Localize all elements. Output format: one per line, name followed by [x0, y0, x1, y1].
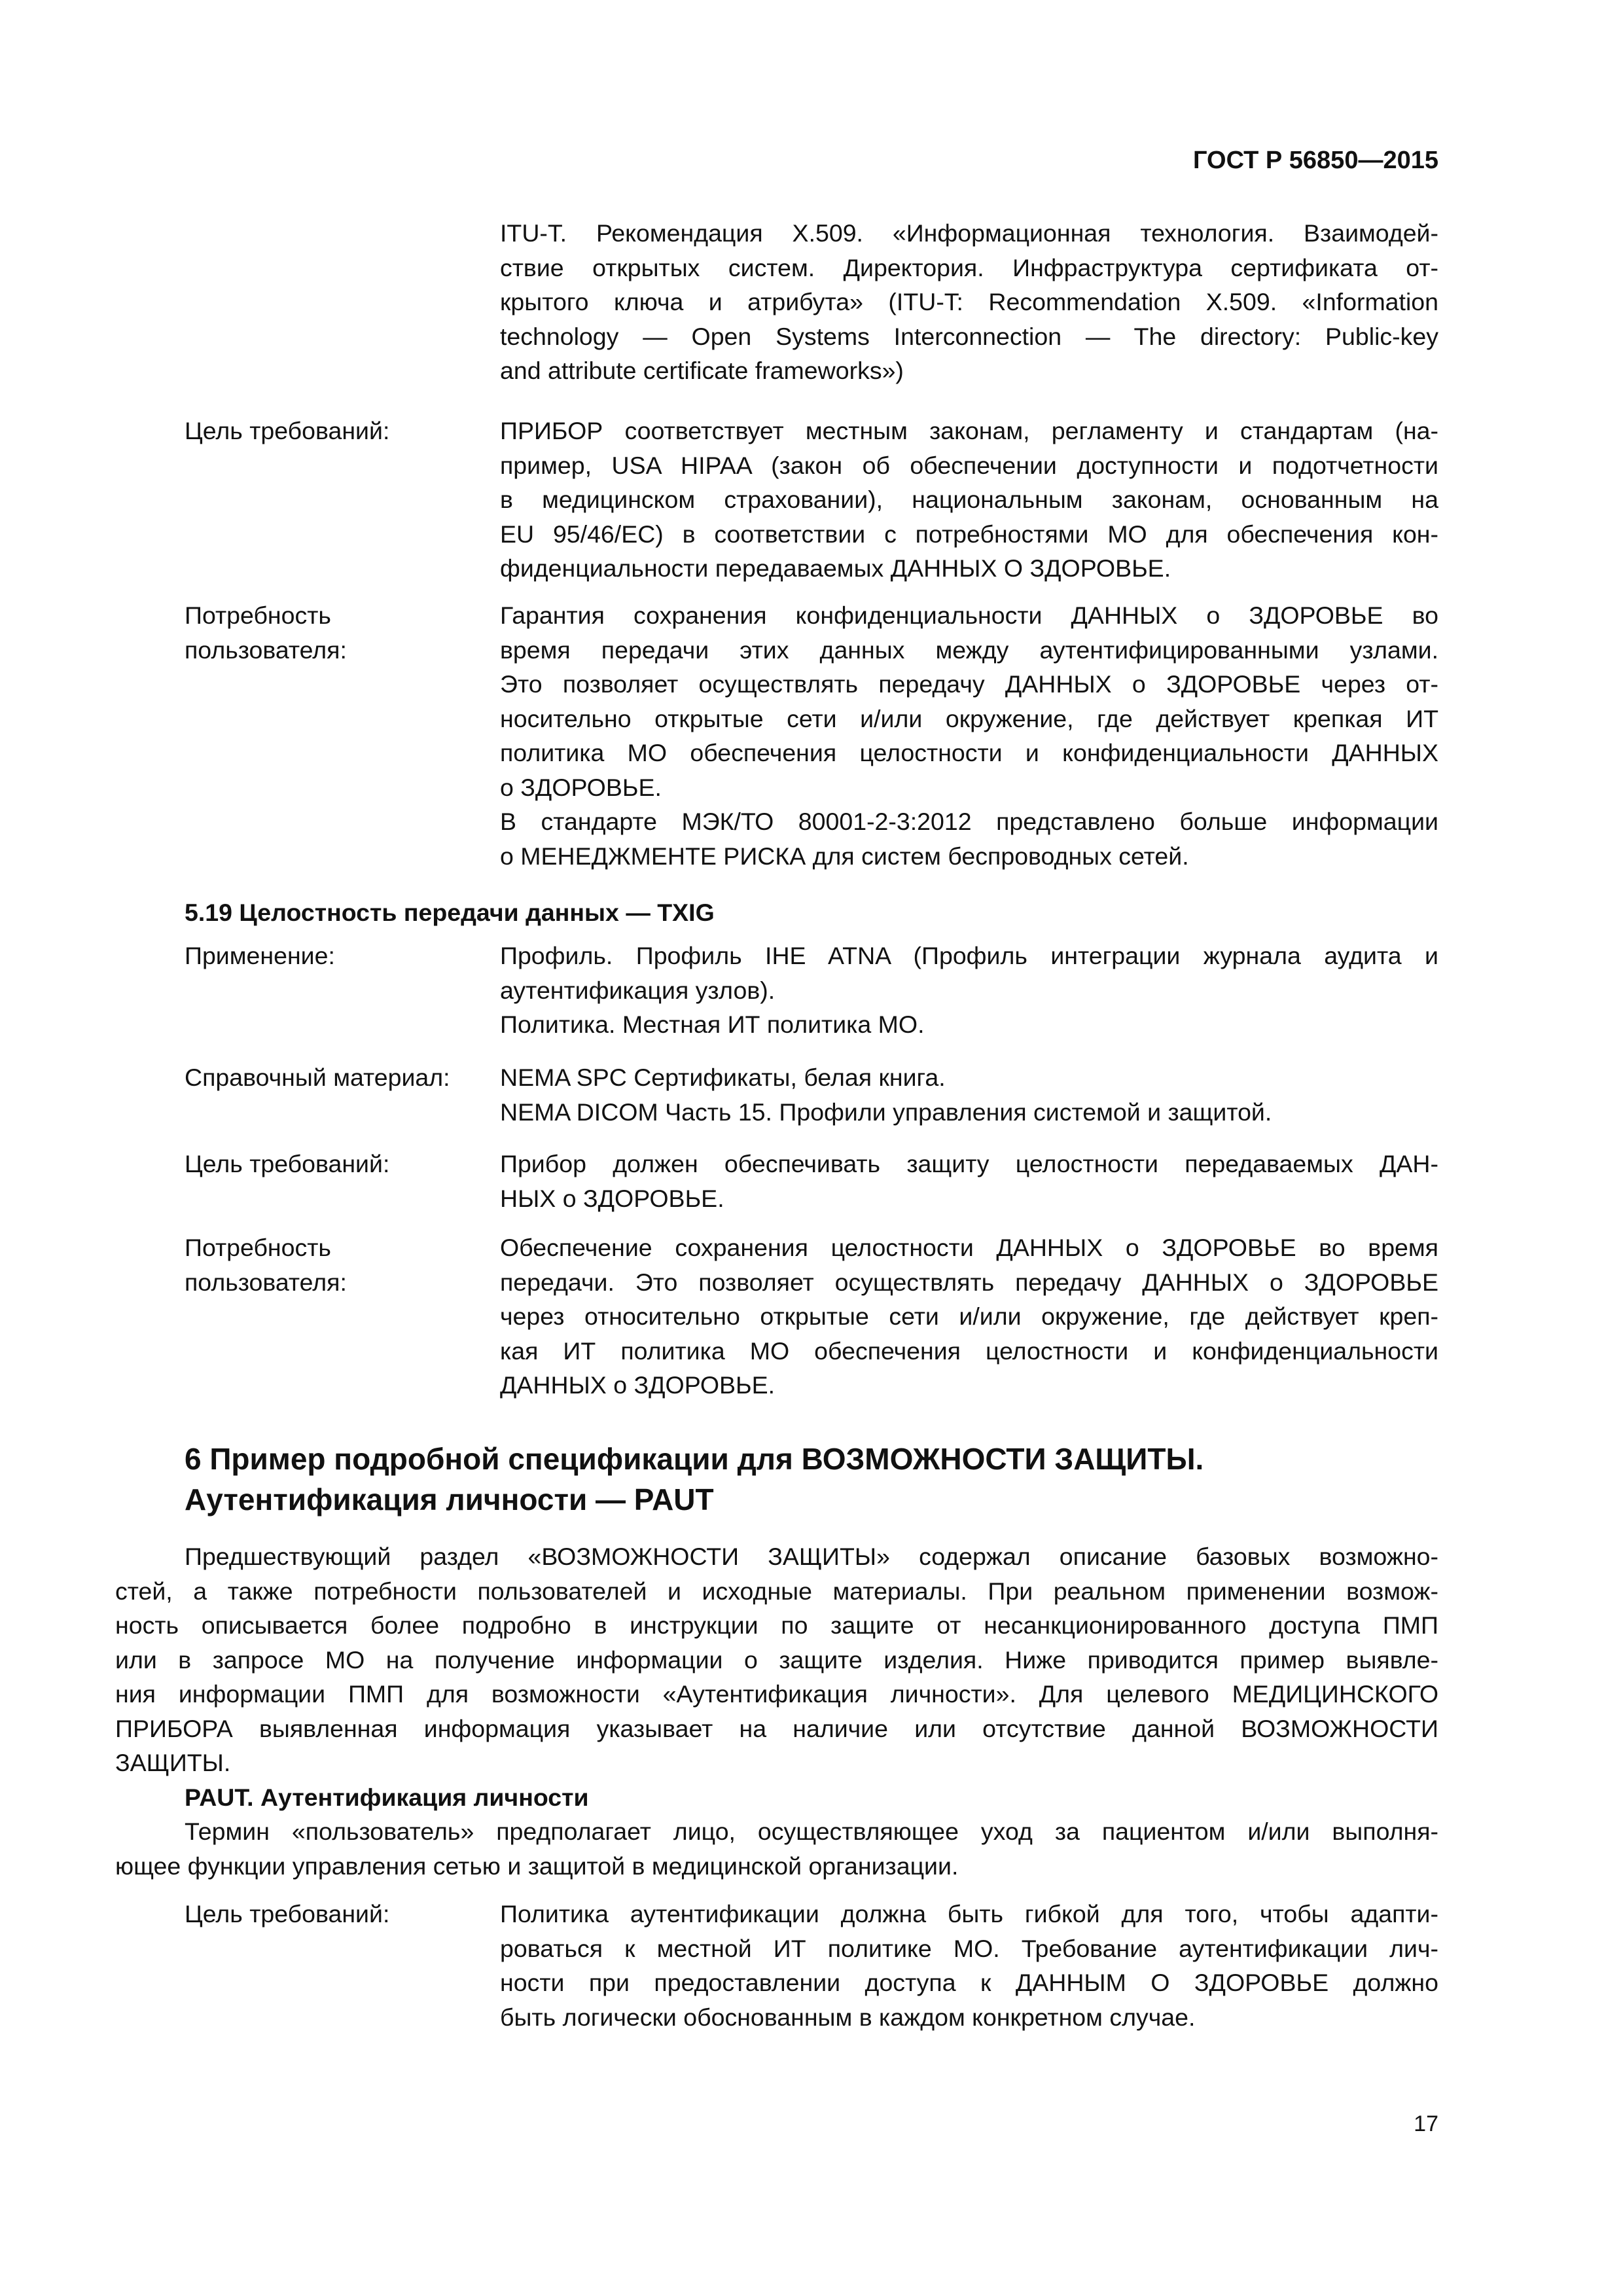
- goal-label: Цель требований:: [185, 1900, 390, 1928]
- reference-label: Справочный материал:: [185, 1064, 450, 1091]
- text-line: роваться к местной ИТ политике МО. Требование аутентификации лич-: [500, 1934, 1438, 1962]
- text-line: Профиль. Профиль IHE ATNA (Профиль интеграции журнала аудита и: [500, 942, 1438, 969]
- text-line: носительно открытые сети и/или окружение, где действует крепкая ИТ: [500, 704, 1438, 732]
- text-line: ность описывается более подробно в инструкции по защите от несанкционированного доступа ПМП: [115, 1611, 1438, 1639]
- user-need-label: [185, 598, 347, 667]
- text-line: время передачи этих данных между аутентифицированными узлами.: [500, 636, 1438, 664]
- intro-paragraph: [115, 1539, 1438, 1780]
- text-line: аутентификация узлов).: [500, 976, 776, 1004]
- text-line: пример, USA HIPAA (закон об обеспечении доступности и подотчетности: [500, 451, 1438, 479]
- user-need-text: [500, 1230, 1438, 1403]
- goal-label: Цель требований:: [185, 1150, 390, 1177]
- text-line: Предшествующий раздел «ВОЗМОЖНОСТИ ЗАЩИТЫ» содержал описание базовых возможно-: [185, 1543, 1438, 1570]
- term-paragraph: [115, 1814, 1438, 1883]
- section-heading: 5.19 Целостность передачи данных — TXIG: [185, 899, 715, 926]
- text-line: ПРИБОР соответствует местным законам, регламенту и стандартам (на-: [500, 417, 1438, 444]
- text-line: кая ИТ политика МО обеспечения целостности и конфиденциальности: [500, 1336, 1438, 1365]
- page-number: 17: [1414, 2111, 1438, 2136]
- label-line: Потребность: [185, 601, 331, 629]
- text-line: о ЗДОРОВЬЕ.: [500, 773, 662, 801]
- text-line: В стандарте МЭК/ТО 80001-2-3:2012 представлено больше информации: [500, 808, 1438, 835]
- text-line: ствие открытых систем. Директория. Инфраструктура сертификата от-: [500, 253, 1438, 281]
- text-line: and attribute certificate frameworks»): [500, 357, 904, 384]
- user-need-label: [185, 1230, 347, 1299]
- text-line: ния информации ПМП для возможности «Аутентификация личности». Для целевого МЕДИЦИНСКОГО: [115, 1680, 1438, 1708]
- text-line: через относительно открытые сети и/или окружение, где действует креп-: [500, 1302, 1438, 1330]
- text-line: стей, а также потребности пользователей и исходные материалы. При реальном применении возмож-: [115, 1577, 1438, 1605]
- text-line: НЫХ о ЗДОРОВЬЕ.: [500, 1184, 724, 1212]
- text-line: о МЕНЕДЖМЕНТЕ РИСКА для систем беспроводных сетей.: [500, 842, 1189, 870]
- reference-text: [500, 1060, 1438, 1129]
- section-title: [185, 1439, 1204, 1520]
- title-line: Аутентификация личности — PAUT: [185, 1482, 714, 1516]
- text-line: ности при предоставлении доступа к ДАННЫМ О ЗДОРОВЬЕ должно: [500, 1969, 1438, 1996]
- label-line: пользователя:: [185, 636, 347, 664]
- text-line: политика МО обеспечения целостности и конфиденциальности ДАННЫХ: [500, 739, 1438, 766]
- text-line: NEMA DICOM Часть 15. Профили управления системой и защитой.: [500, 1098, 1272, 1126]
- text-line: Гарантия сохранения конфиденциальности ДАННЫХ о ЗДОРОВЬЕ во: [500, 601, 1438, 629]
- text-line: Обеспечение сохранения целостности ДАННЫХ о ЗДОРОВЬЕ во время: [500, 1234, 1438, 1261]
- text-line: быть логически обоснованным в каждом конкретном случае.: [500, 2003, 1196, 2031]
- text-line: Политика аутентификации должна быть гибкой для того, чтобы адапти-: [500, 1900, 1438, 1928]
- goal-label: Цель требований:: [185, 417, 390, 444]
- text-line: или в запросе МО на получение информации о защите изделия. Ниже приводится пример выявле-: [115, 1645, 1438, 1674]
- text-line: фиденциальности передаваемых ДАННЫХ О ЗДОРОВЬЕ.: [500, 554, 1171, 582]
- text-line: Термин «пользователь» предполагает лицо, осуществляющее уход за пациентом и/или выполня-: [185, 1818, 1438, 1845]
- text-line: ПРИБОРА выявленная информация указывает на наличие или отсутствие данной ВОЗМОЖНОСТИ: [115, 1714, 1438, 1742]
- reference-paragraph: [500, 216, 1438, 388]
- label-line: Потребность: [185, 1234, 331, 1261]
- text-line: EU 95/46/EC) в соответствии с потребностями МО для обеспечения кон-: [500, 520, 1438, 548]
- goal-text: [500, 414, 1438, 586]
- title-line: 6 Пример подробной спецификации для ВОЗМОЖНОСТИ ЗАЩИТЫ.: [185, 1442, 1204, 1476]
- goal-text: [500, 1897, 1438, 2034]
- text-line: Прибор должен обеспечивать защиту целостности передаваемых ДАН-: [500, 1150, 1438, 1177]
- user-need-text: [500, 598, 1438, 873]
- paut-heading: PAUT. Аутентификация личности: [185, 1784, 589, 1811]
- label-line: пользователя:: [185, 1268, 347, 1296]
- text-line: Это позволяет осуществлять передачу ДАННЫХ о ЗДОРОВЬЕ через от-: [500, 670, 1438, 698]
- text-line: ДАННЫХ о ЗДОРОВЬЕ.: [500, 1371, 776, 1399]
- text-line: technology — Open Systems Interconnection — The directory: Public-key: [500, 322, 1438, 350]
- application-label: Применение:: [185, 942, 335, 969]
- text-line: Политика. Местная ИТ политика МО.: [500, 1011, 925, 1038]
- text-line: крытого ключа и атрибута» (ITU-T: Recommendation X.509. «Information: [500, 288, 1438, 315]
- goal-text: [500, 1147, 1438, 1215]
- text-line: NEMA SPC Сертификаты, белая книга.: [500, 1064, 946, 1091]
- text-line: передачи. Это позволяет осуществлять передачу ДАННЫХ о ЗДОРОВЬЕ: [500, 1268, 1438, 1296]
- document-code: ГОСТ Р 56850—2015: [1193, 147, 1438, 174]
- text-line: ющее функции управления сетью и защитой в медицинской организации.: [115, 1852, 959, 1880]
- application-text: [500, 939, 1438, 1042]
- text-line: в медицинском страховании), национальным законам, основанным на: [500, 486, 1438, 513]
- text-line: ITU-T. Рекомендация X.509. «Информационная технология. Взаимодей-: [500, 219, 1438, 247]
- text-line: ЗАЩИТЫ.: [115, 1749, 231, 1776]
